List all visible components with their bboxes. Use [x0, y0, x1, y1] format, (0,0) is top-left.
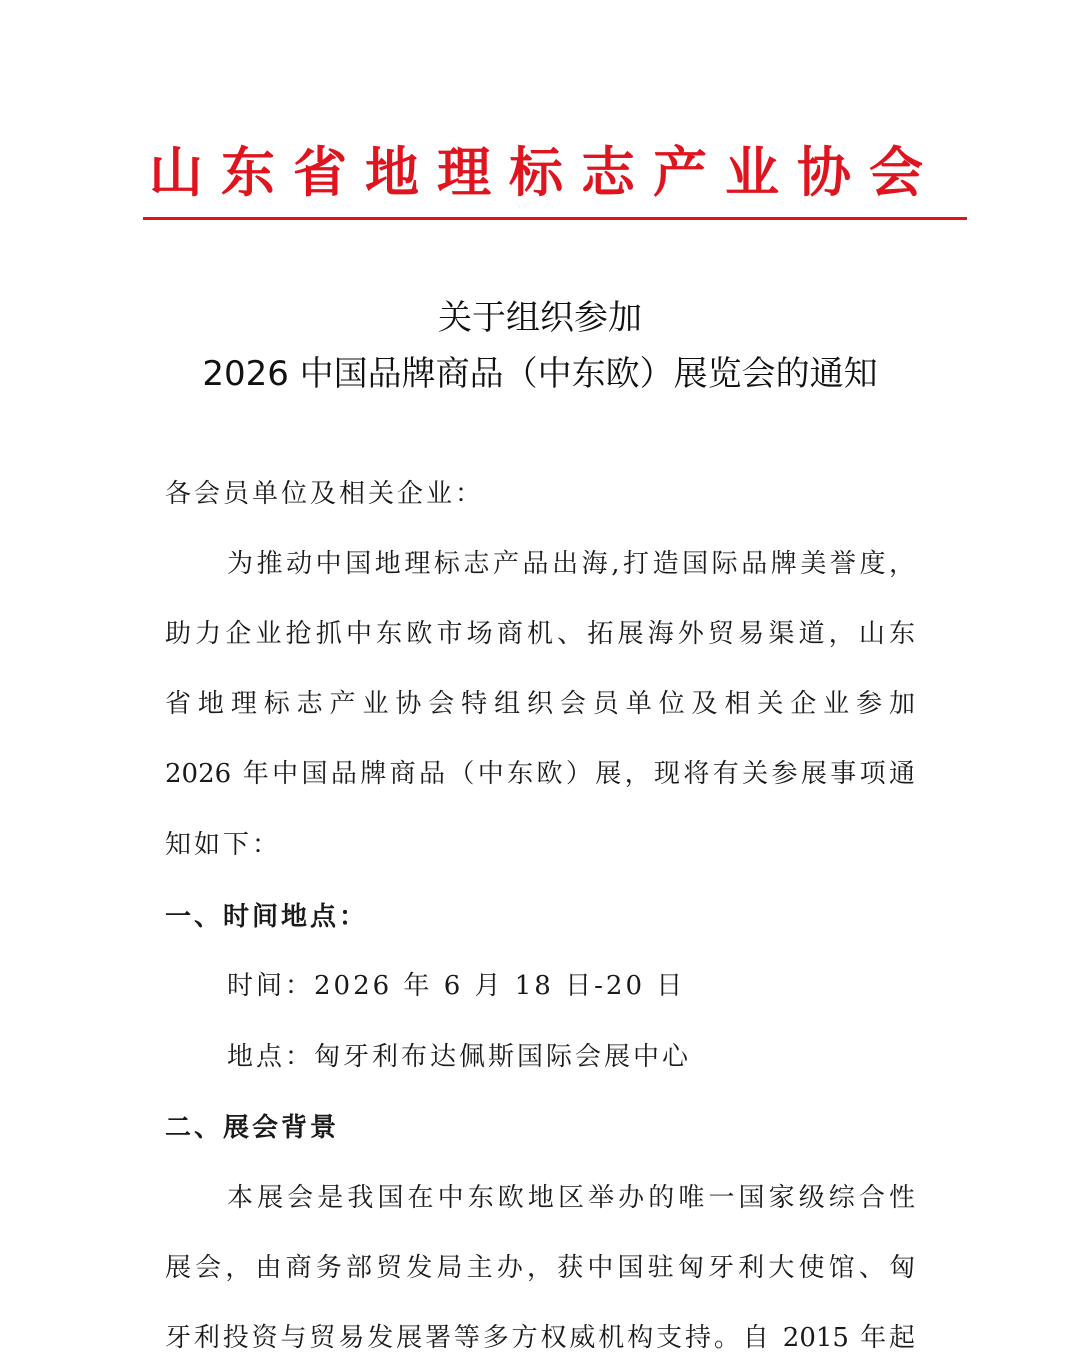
- document-title-line-1: 关于组织参加: [438, 298, 642, 338]
- background-line: 牙利投资与贸易发展署等多方权威机构支持。自 2015 年起: [165, 1323, 915, 1353]
- background-line: 展会，由商务部贸发局主办，获中国驻匈牙利大使馆、匈: [165, 1253, 915, 1283]
- intro-line: 为推动中国地理标志产品出海,打造国际品牌美誉度，: [227, 549, 915, 579]
- intro-line: 2026 年中国品牌商品（中东欧）展，现将有关参展事项通: [165, 759, 915, 789]
- event-time: 时间：2026 年 6 月 18 日-20 日: [227, 971, 686, 1001]
- salutation: 各会员单位及相关企业：: [165, 479, 485, 509]
- header-divider: [143, 217, 967, 220]
- event-place: 地点：匈牙利布达佩斯国际会展中心: [227, 1042, 692, 1072]
- intro-line: 知如下：: [165, 830, 282, 860]
- intro-line: 省地理标志产业协会特组织会员单位及相关企业参加: [165, 689, 915, 719]
- document-title-line-2: 2026 中国品牌商品（中东欧）展览会的通知: [202, 354, 878, 394]
- section-2-heading: 二、展会背景: [165, 1113, 340, 1143]
- intro-line: 助力企业抢抓中东欧市场商机、拓展海外贸易渠道，山东: [165, 619, 915, 649]
- background-line: 本展会是我国在中东欧地区举办的唯一国家级综合性: [227, 1183, 915, 1213]
- organization-header: 山东省地理标志产业协会: [149, 141, 941, 204]
- section-1-heading: 一、时间地点：: [165, 902, 369, 932]
